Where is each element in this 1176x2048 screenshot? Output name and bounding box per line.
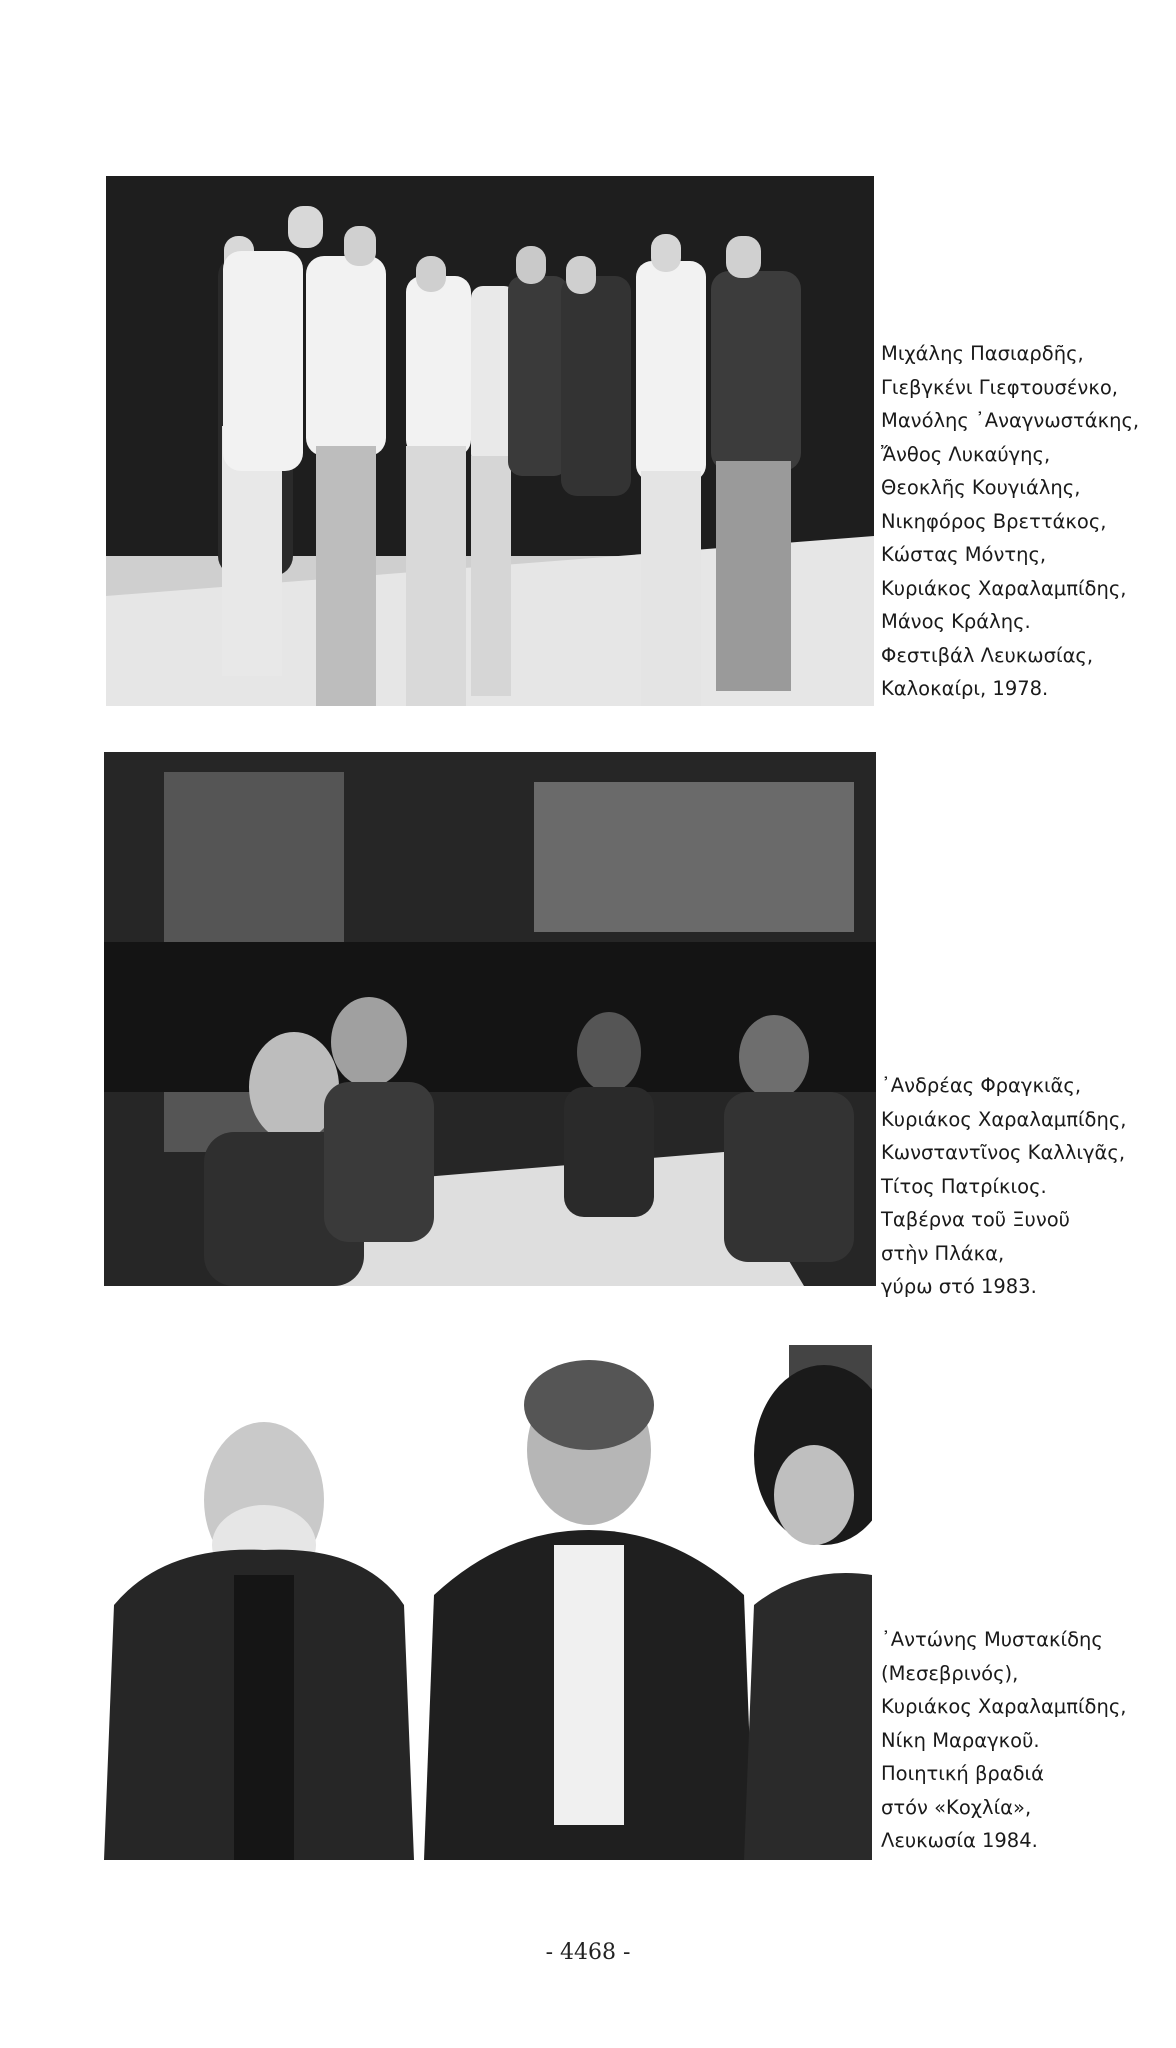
caption-line: Ταβέρνα τοῦ Ξυνοῦ [881, 1208, 1070, 1231]
page-number: - 4468 - [545, 1940, 631, 1965]
caption-line: ᾿Αντώνης Μυστακίδης [881, 1628, 1103, 1651]
caption-line: (Μεσεβρινός), [881, 1661, 1019, 1685]
caption-line: Μάνος Κράλης. [881, 610, 1031, 633]
photo-caption-1 [881, 337, 1139, 706]
photo-caption-2 [881, 1069, 1126, 1304]
caption-line: Νίκη Μαραγκοῦ. [881, 1728, 1040, 1752]
caption-line: Τίτος Πατρίκιος. [881, 1174, 1047, 1198]
caption-line: Κωνσταντῖνος Καλλιγᾶς, [881, 1141, 1126, 1164]
caption-line: Κυριάκος Χαραλαμπίδης, [881, 576, 1127, 600]
caption-line: Θεοκλῆς Κουγιάλης, [881, 476, 1081, 499]
caption-line: Ποιητική βραδιά [881, 1762, 1044, 1785]
caption-line: στὴν Πλάκα, [881, 1241, 1005, 1265]
caption-line: Νικηφόρος Βρεττάκος, [881, 509, 1107, 533]
caption-line: γύρω στό 1983. [881, 1275, 1037, 1298]
photo-caption-3 [881, 1623, 1126, 1858]
caption-line: Μιχάλης Πασιαρδῆς, [881, 342, 1084, 365]
caption-line: στόν «Κοχλία», [881, 1795, 1032, 1819]
photo-festival-1978 [106, 176, 874, 706]
caption-line: Φεστιβάλ Λευκωσίας, [881, 643, 1094, 667]
photo-taverna-1983 [104, 752, 876, 1286]
caption-line: Κυριάκος Χαραλαμπίδης, [881, 1695, 1127, 1718]
caption-line: Καλοκαίρι, 1978. [881, 677, 1049, 700]
caption-line: Ἄνθος Λυκαύγης, [881, 442, 1051, 466]
caption-line: ᾿Ανδρέας Φραγκιᾶς, [881, 1074, 1082, 1097]
caption-line: Κώστας Μόντης, [881, 543, 1047, 566]
caption-line: Λευκωσία 1984. [881, 1829, 1038, 1852]
photo-poetry-evening-1984 [104, 1345, 872, 1860]
caption-line: Κυριάκος Χαραλαμπίδης, [881, 1107, 1127, 1131]
caption-line: Γιεβγκένι Γιεφτουσένκο, [881, 375, 1118, 399]
caption-line: Μανόλης ᾿Αναγνωστάκης, [881, 409, 1140, 432]
